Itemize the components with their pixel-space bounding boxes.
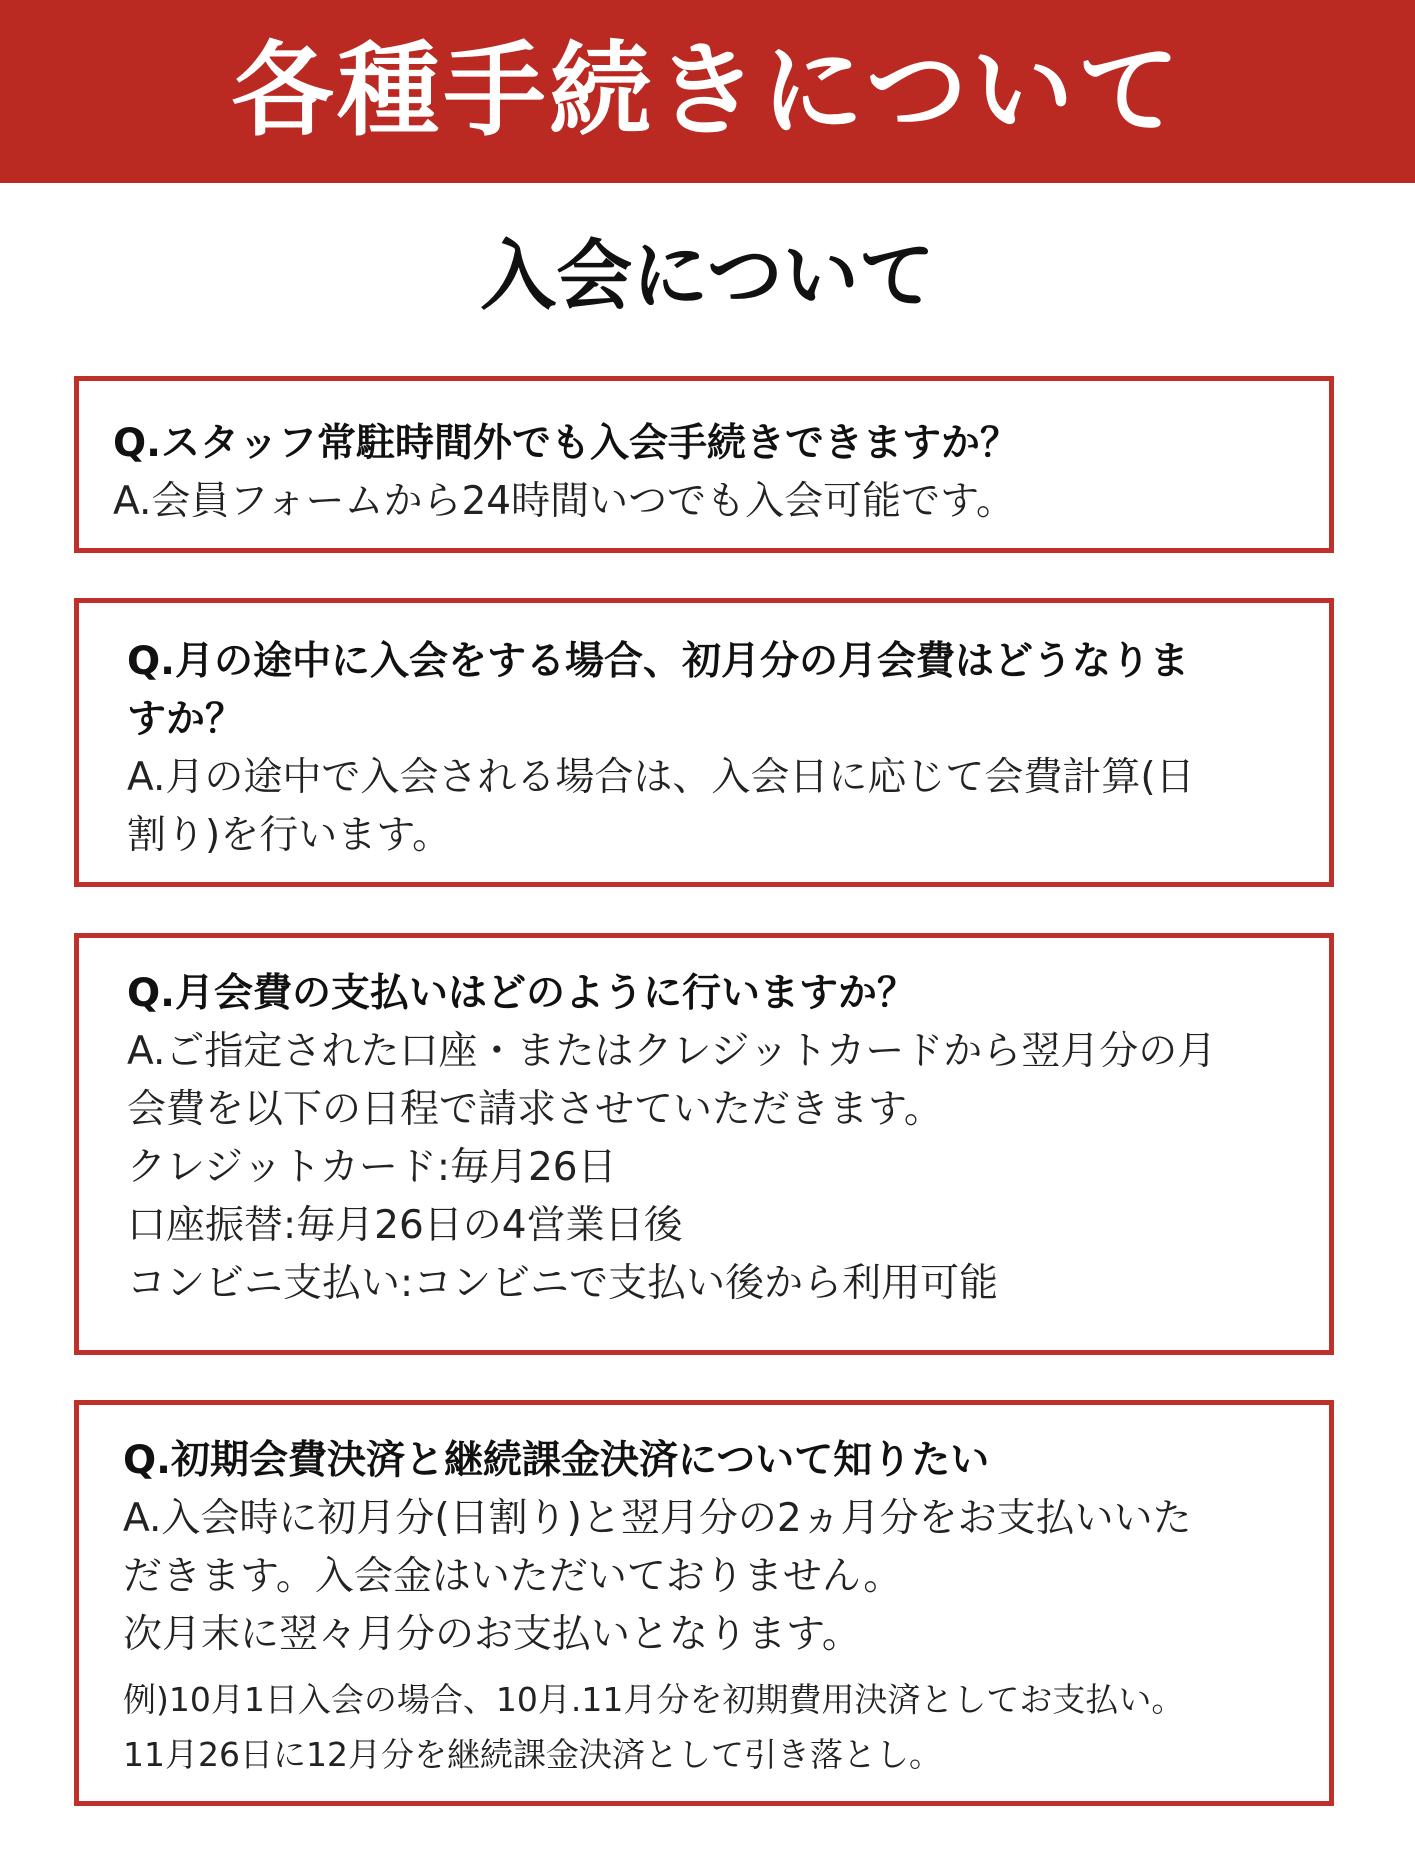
- faq-item-mid-month-join: [74, 598, 1334, 887]
- faq-item-after-hours: [74, 376, 1334, 553]
- faq-question: Q.月の途中に入会をする場合、初月分の月会費はどうなりま: [127, 639, 1189, 684]
- faq-answer-credit-card: クレジットカード:毎月26日: [127, 1145, 617, 1190]
- faq-example-line: 11月26日に12月分を継続課金決済として引き落とし。: [123, 1735, 942, 1774]
- faq-answer: A.入会時に初月分(日割り)と翌月分の2ヵ月分をお支払いいた: [123, 1496, 1192, 1541]
- faq-answer: A.ご指定された口座・またはクレジットカードから翌月分の月: [127, 1029, 1217, 1074]
- faq-answer: A.会員フォームから24時間いつでも入会可能です。: [113, 479, 1015, 524]
- faq-question: すか？: [127, 697, 245, 742]
- faq-answer-convenience-store: コンビニ支払い:コンビニで支払い後から利用可能: [127, 1261, 999, 1306]
- faq-question: Q.初期会費決済と継続課金決済について知りたい: [123, 1438, 990, 1483]
- faq-answer: だきます。入会金はいただいておりません。: [123, 1554, 903, 1599]
- faq-item-initial-and-recurring-billing: [74, 1400, 1334, 1806]
- faq-answer: 割り)を行います。: [127, 813, 452, 858]
- faq-example-note: [123, 1672, 1329, 1782]
- faq-question: Q.スタッフ常駐時間外でも入会手続きできますか？: [113, 421, 1019, 466]
- faq-example-line: 例)10月1日入会の場合、10月.11月分を初期費用決済としてお支払い。: [123, 1680, 1185, 1719]
- faq-answer: 会費を以下の日程で請求させていただきます。: [127, 1087, 943, 1132]
- faq-question: Q.月会費の支払いはどのように行いますか？: [127, 971, 916, 1016]
- section-title: 入会について: [480, 231, 935, 320]
- header-banner: [0, 0, 1415, 183]
- faq-item-payment-method: [74, 933, 1334, 1355]
- faq-answer: A.月の途中で入会される場合は、入会日に応じて会費計算(日: [127, 755, 1195, 800]
- faq-answer: 次月末に翌々月分のお支払いとなります。: [123, 1612, 861, 1657]
- page-title: 各種手続きについて: [231, 31, 1184, 151]
- faq-answer-bank-transfer: 口座振替:毎月26日の4営業日後: [127, 1203, 683, 1248]
